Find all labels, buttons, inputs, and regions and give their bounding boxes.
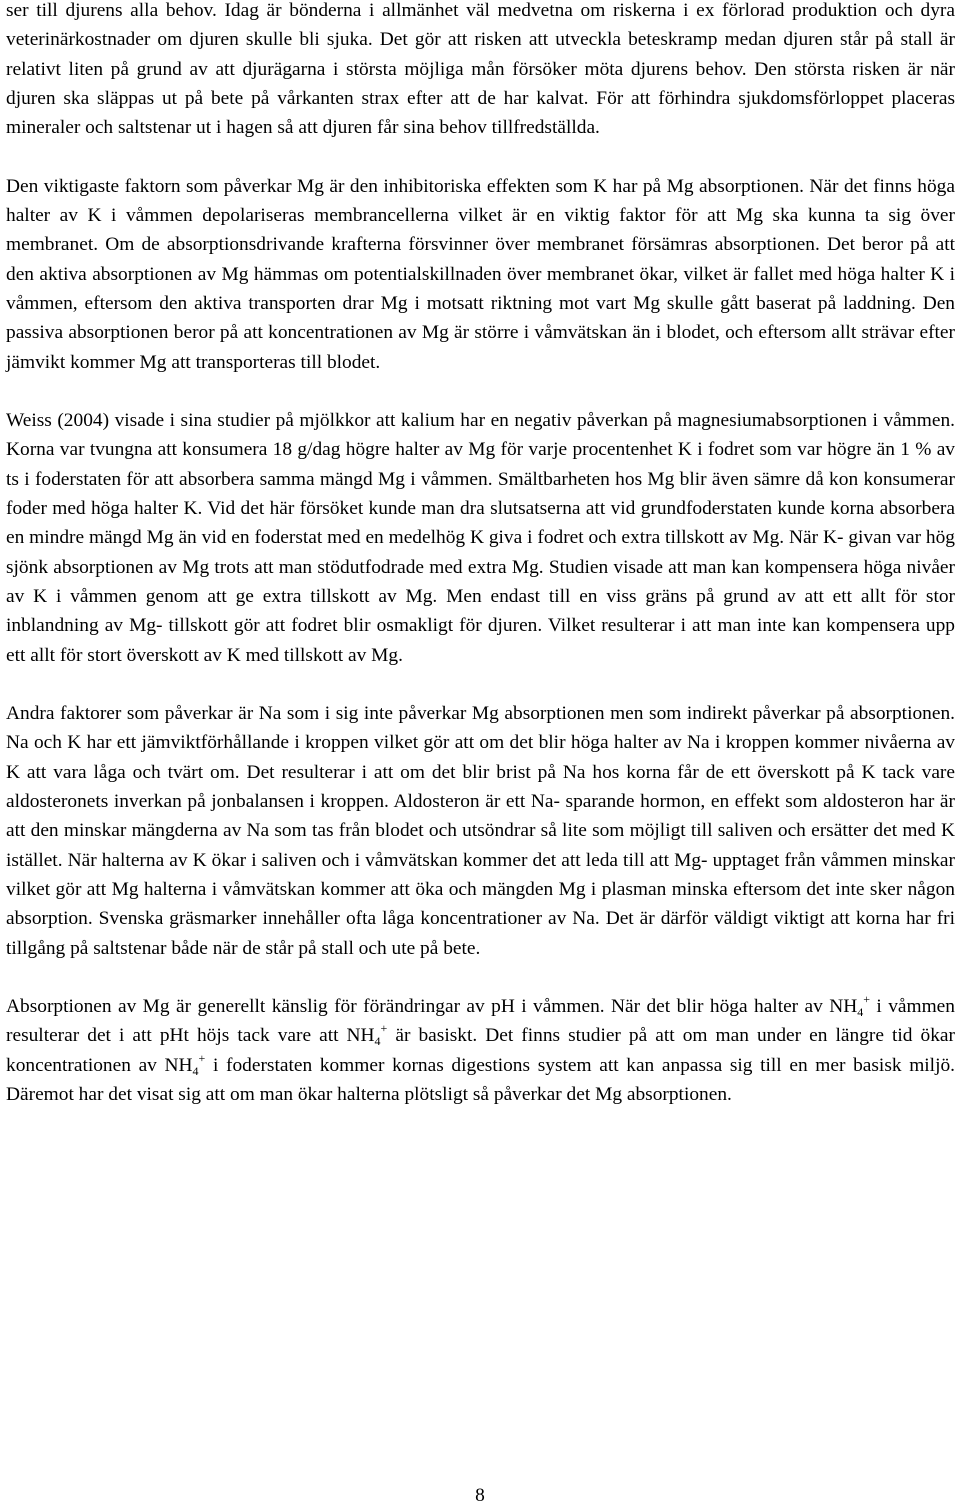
document-page — [6, 0, 955, 1109]
paragraph-5 — [6, 992, 955, 1109]
paragraph-5-text: är basiskt. Det finns studier på att om man under en längre tid ökar koncentrationen av NH — [6, 1025, 955, 1076]
paragraph-spacer — [6, 670, 955, 699]
paragraph-spacer — [6, 963, 955, 992]
nh4-superscript: + — [380, 1021, 388, 1036]
paragraph-3: Weiss (2004) visade i sina studier på mjölkkor att kalium har en negativ påverkan på magnesiumabsorptionen i våmmen. Korna var tvungna att konsumera 18 g/dag högre halter av Mg för varje procentenhet K i fodret som var högre än 1 % av ts i foderstaten för att absorbera samma mängd Mg i våmmen. Smältbarheten hos Mg blir även sämre då kon konsumerar foder med höga halter K. Vid det här försöket kunde man dra slutsatserna att vid grundfoderstaten kunde korna absorbera en mindre mängd Mg än vid en foderstat med en medelhög K giva i fodret och extra tillskott av Mg. När K- givan var hög sjönk absorptionen av Mg trots att man stödutfodrade med extra Mg. Studien visade att man kan kompensera höga nivåer av K i våmmen genom att ge extra tillskott av Mg. Men endast till en viss gräns på grund av att ett allt för stor inblandning av Mg- tillskott gör att fodret blir osmakligt för djuren. Vilket resulterar i att man inte kan kompensera upp ett allt för stort överskott av K med tillskott av Mg. — [6, 410, 955, 666]
paragraph-spacer — [6, 377, 955, 406]
paragraph-4: Andra faktorer som påverkar är Na som i sig inte påverkar Mg absorptionen men som indirekt påverkar på absorptionen. Na och K har ett jämviktförhållande i kroppen vilket gör att om det blir höga halter av Na i kroppen kommer nivåerna av K att vara låga och tvärt om. Det resulterar i att om det blir brist på Na hos korna får de ett överskott på K tack vare aldosteronets inverkan på jonbalansen i kroppen. Aldosteron är ett Na- sparande hormon, en effekt som aldosteron har är att den minskar mängderna av Na som tas från blodet och utsöndrar så lite som möjligt till saliven och ersätter det med K istället. När halterna av K ökar i saliven och i våmvätskan kommer det att leda till att Mg- upptaget från våmmen minskar vilket gör att Mg halterna i våmvätskan kommer att öka och mängden Mg i plasman minska eftersom det inte sker någon absorption. Svenska gräsmarker innehåller ofta låga koncentrationer av Na. Det är därför väldigt viktigt att korna har fri tillgång på saltstenar både när de står på stall och ute på bete. — [6, 703, 955, 959]
paragraph-1: ser till djurens alla behov. Idag är bönderna i allmänhet väl medvetna om riskerna i ex förlorad produktion och dyra veterinärkostnader om djuren skulle bli sjuka. Det gör att risken att utveckla beteskramp medan djuren står på stall är relativt liten på grund av att djurägarna i största möjliga mån försöker möta djurens behov. Den största risken är när djuren ska släppas ut på bete på vårkanten strax efter att de har kalvat. För att förhindra sjukdomsförloppet placeras mineraler och saltstenar ut i hagen så att djuren får sina behov tillfredställda. — [6, 0, 955, 139]
paragraph-5-text: i foderstaten kommer kornas digestions system att kan anpassa sig till en mer basisk miljö. Däremot har det visat sig att om man ökar halterna plötsligt så påverkar det Mg absorptionen. — [6, 1054, 955, 1105]
nh4-superscript: + — [198, 1050, 206, 1065]
paragraph-2: Den viktigaste faktorn som påverkar Mg är den inhibitoriska effekten som K har på Mg absorptionen. När det finns höga halter av K i våmmen depolariseras membrancellerna vilket är en viktig faktor för att Mg ska kunna ta sig över membranet. Om de absorptionsdrivande krafterna försvinner över membranet försämras absorptionen. Det beror på att den aktiva absorptionen av Mg hämmas om potentialskillnaden över membranet ökar, vilket är fallet med höga halter K i våmmen, eftersom den aktiva transporten drar Mg i motsatt riktning mot vart Mg skulle gått baserat på laddning. Den passiva absorptionen beror på att koncentrationen av Mg är större i våmvätskan än i blodet, och eftersom allt strävar efter jämvikt kommer Mg att transporteras till blodet. — [6, 175, 955, 373]
nh4-subscript: 4 — [857, 1005, 864, 1020]
page-number: 8 — [475, 1485, 485, 1506]
paragraph-5-text: Absorptionen av Mg är generellt känslig för förändringar av pH i våmmen. När det blir höga halter av NH — [6, 996, 858, 1018]
nh4-superscript: + — [863, 992, 871, 1007]
paragraph-spacer — [6, 142, 955, 171]
nh4-subscript: 4 — [192, 1063, 199, 1078]
nh4-subscript: 4 — [374, 1034, 381, 1049]
paragraph-5-text: i våmmen resulterar det i att pHt höjs tack vare att NH — [6, 996, 955, 1047]
